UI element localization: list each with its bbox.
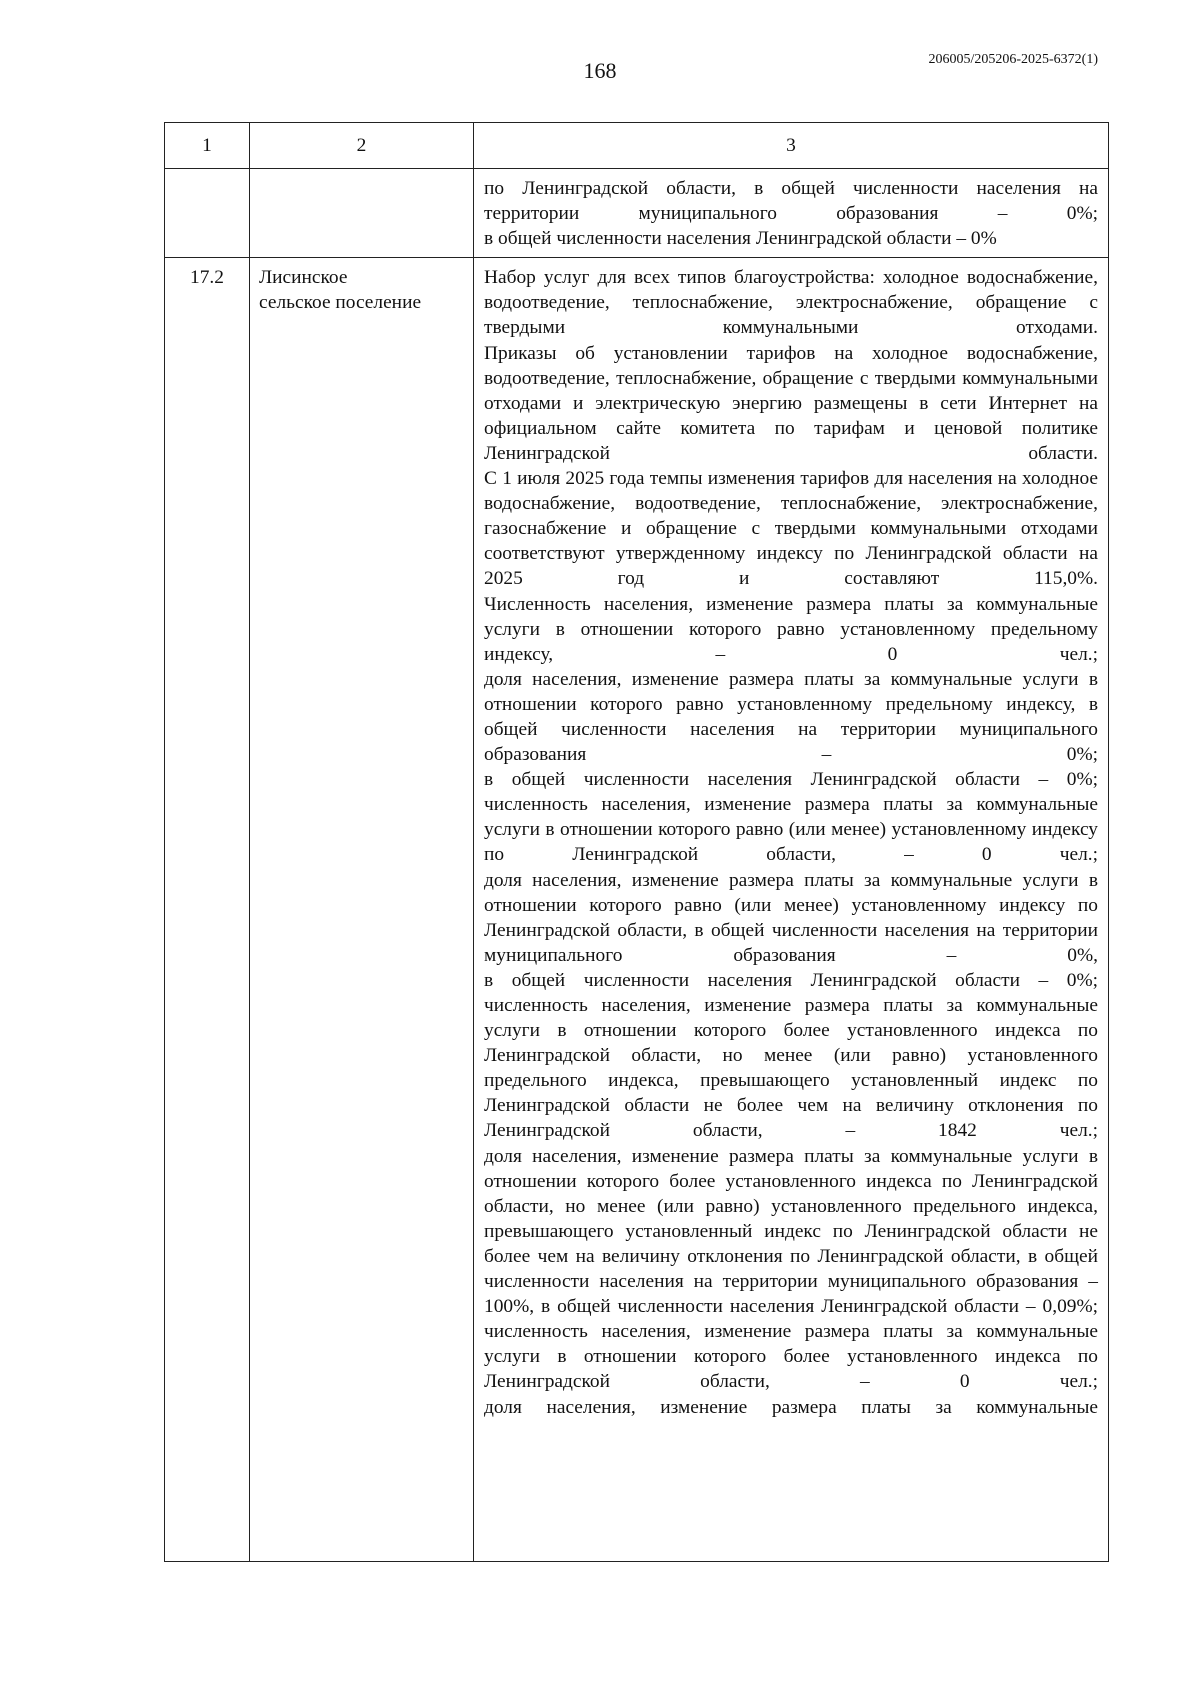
description-paragraph: доля населения, изменение размера платы за коммунальные услуги в отношении которого равно установленному предельному индексу, в общей численности населения на территории муниципального образования – 0%; bbox=[484, 668, 1098, 766]
settlement-name-line1: Лисинское bbox=[259, 267, 348, 289]
continuation-number-cell bbox=[165, 169, 250, 258]
description-paragraph: численность населения, изменение размера платы за коммунальные услуги в отношении которого более установленного индекса по Ленинградской области, но менее (или равно) установленного предельного индекса, превышающего установленный индекс по Ленинградской области не более чем на величину отклонения по Ленинградской области, – 1842 чел.; bbox=[484, 995, 1098, 1142]
page-number: 168 bbox=[583, 58, 617, 83]
description-paragraph: в общей численности населения Ленинградской области – 0%; bbox=[484, 769, 1098, 791]
table-row-continuation bbox=[165, 169, 1109, 258]
continuation-paragraph: по Ленинградской области, в общей численности населения на территории муниципального образования – 0%; bbox=[484, 178, 1098, 225]
continuation-name-cell bbox=[250, 169, 474, 258]
table-header-row bbox=[165, 123, 1109, 169]
document-code: 206005/205206-2025-6372(1) bbox=[928, 52, 1098, 67]
data-table bbox=[164, 122, 1109, 1562]
column-header-2: 2 bbox=[250, 123, 474, 169]
description-paragraph: С 1 июля 2025 года темпы изменения тарифов для населения на холодное водоснабжение, водоотведение, теплоснабжение, электроснабжение, газоснабжение и обращение с твердыми коммунальными отходами соответствуют утвержденному индексу по Ленинградской области на 2025 год и составляют 115,0%. bbox=[484, 468, 1098, 590]
settlement-name-line2: сельское поселение bbox=[259, 292, 422, 314]
continuation-text-cell bbox=[474, 169, 1109, 258]
description-paragraph: Приказы об установлении тарифов на холодное водоснабжение, водоотведение, теплоснабжение, обращение с твердыми коммунальными отходами и электрическую энергию размещены в сети Интернет на официальном сайте комитета по тарифам и ценовой политике Ленинградской области. bbox=[484, 342, 1098, 464]
description-paragraph: доля населения, изменение размера платы за коммунальные услуги в отношении которого более установленного индекса по Ленинградской области, но менее (или равно) установленного предельного индекса, превышающего установленный индекс по Ленинградской области не более чем на величину отклонения по Ленинградской области, в общей численности населения на территории муниципального образования – 100%, в общей численности населения Ленинградской области – 0,09%; bbox=[484, 1145, 1098, 1318]
continuation-paragraph: в общей численности населения Ленинградской области – 0% bbox=[484, 228, 997, 250]
description-paragraph: доля населения, изменение размера платы за коммунальные услуги в отношении которого равно (или менее) установленному индексу по Ленинградской области, в общей численности населения на территории муниципального образования – 0%, bbox=[484, 869, 1098, 966]
description-cell bbox=[474, 258, 1109, 1562]
description-paragraph: Набор услуг для всех типов благоустройства: холодное водоснабжение, водоотведение, теплоснабжение, электроснабжение, обращение с твердыми коммунальными отходами. bbox=[484, 267, 1098, 339]
description-paragraph: Численность населения, изменение размера платы за коммунальные услуги в отношении которого равно установленному предельному индексу, – 0 чел.; bbox=[484, 593, 1098, 665]
description-paragraph: численность населения, изменение размера платы за коммунальные услуги в отношении которого равно (или менее) установленному индексу по Ленинградской области, – 0 чел.; bbox=[484, 794, 1098, 866]
description-paragraph: в общей численности населения Ленинградской области – 0%; bbox=[484, 969, 1098, 991]
row-number: 17.2 bbox=[165, 258, 250, 1562]
settlement-name-cell bbox=[250, 258, 474, 1562]
description-paragraph: численность населения, изменение размера платы за коммунальные услуги в отношении которого более установленного индекса по Ленинградской области, – 0 чел.; bbox=[484, 1321, 1098, 1393]
column-header-3: 3 bbox=[474, 123, 1109, 169]
description-paragraph: доля населения, изменение размера платы за коммунальные bbox=[484, 1396, 1098, 1418]
table-row-17-2 bbox=[165, 258, 1109, 1562]
column-header-1: 1 bbox=[165, 123, 250, 169]
